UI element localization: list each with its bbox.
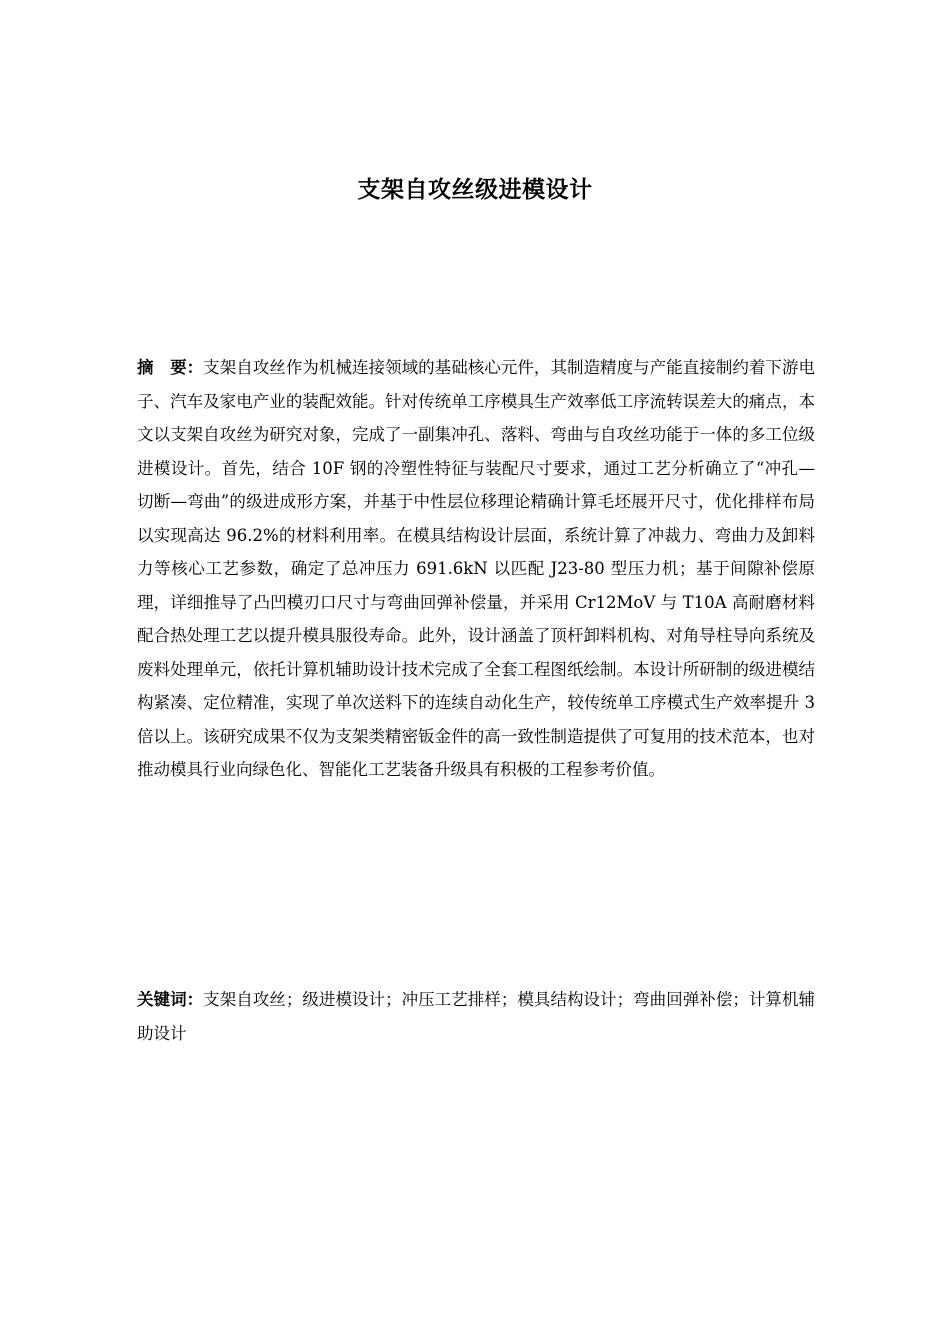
abstract-paragraph xyxy=(137,351,815,787)
keywords-text: 支架自攻丝；级进模设计；冲压工艺排样；模具结构设计；弯曲回弹补偿；计算机辅助设计 xyxy=(137,990,816,1043)
document-title: 支架自攻丝级进模设计 xyxy=(357,177,593,203)
abstract-text: 支架自攻丝作为机械连接领域的基础核心元件，其制造精度与产能直接制约着下游电子、汽车及家电产业的装配效能。针对传统单工序模具生产效率低工序流转误差大的痛点，本文以支架自攻丝为研究对象，完成了一副集冲孔、落料、弯曲与自攻丝功能于一体的多工位级进模设计。首先，结合 10F 钢的冷塑性特征与装配尺寸要求，通过工艺分析确立了“冲孔—切断—弯曲”的级进成形方案，并基于中性层位移理论精确计算毛坯展开尺寸，优化排样布局以实现高达 96.2%的材料利用率。在模具结构设计层面，系统计算了冲裁力、弯曲力及卸料力等核心工艺参数，确定了总冲压力 691.6kN 以匹配 J23-80 型压力机；基于间隙补偿原理，详细推导了凸凹模刃口尺寸与弯曲回弹补偿量，并采用 Cr12MoV 与 T10A 高耐磨材料配合热处理工艺以提升模具服役寿命。此外，设计涵盖了顶杆卸料机构、对角导柱导向系统及废料处理单元，依托计算机辅助设计技术完成了全套工程图纸绘制。本设计所研制的级进模结构紧凑、定位精准，实现了单次送料下的连续自动化生产，较传统单工序模式生产效率提升 3 倍以上。该研究成果不仅为支架类精密钣金件的高一致性制造提供了可复用的技术范本，也对推动模具行业向绿色化、智能化工艺装备升级具有积极的工程参考价值。 xyxy=(137,358,816,779)
abstract-label: 摘 要： xyxy=(137,358,204,377)
keywords-label: 关键词： xyxy=(137,990,204,1009)
keywords-paragraph xyxy=(137,983,815,1050)
